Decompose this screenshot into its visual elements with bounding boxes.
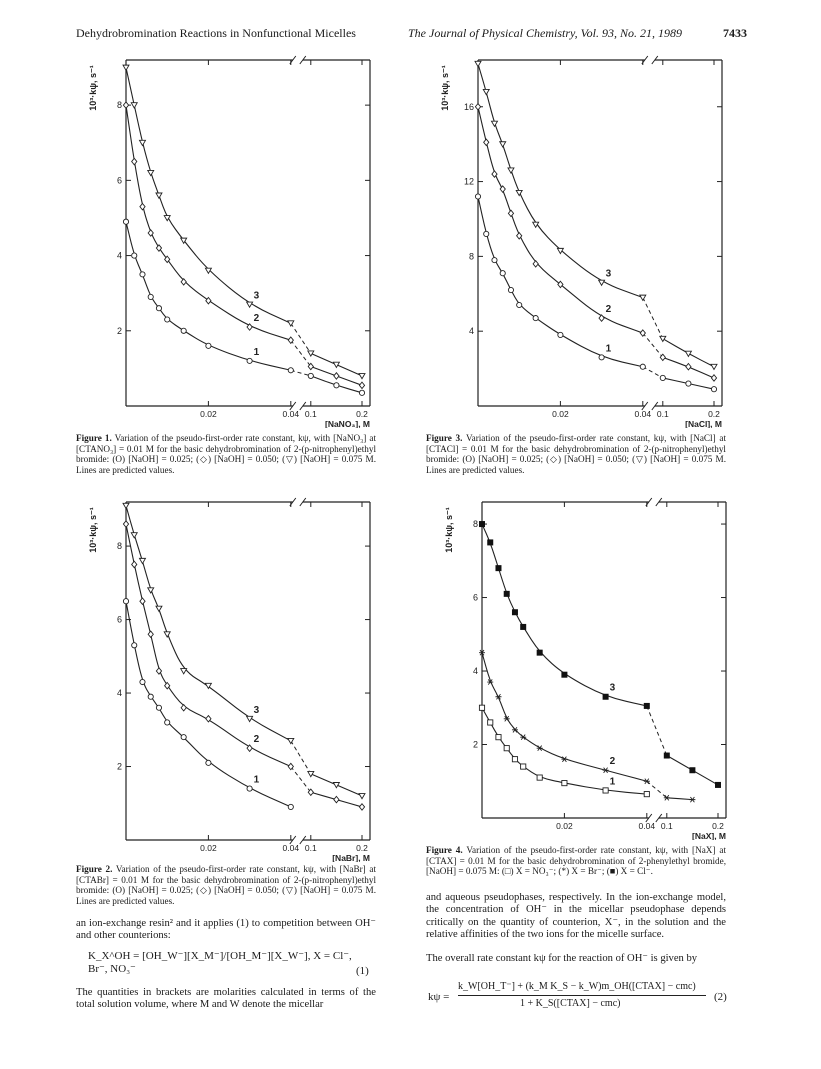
series-2-point [359,804,364,810]
series-2-curve [126,524,291,766]
series-3-point [711,364,717,369]
series-3-curve [478,64,643,298]
x-tick-label: 0.2 [356,843,368,853]
y-tick-label: 6 [116,175,122,186]
series-3-point [156,606,162,611]
series-3-point [333,362,339,367]
series-1-point [686,381,691,386]
y-tick-label: 4 [116,250,122,261]
figure-4-plot [436,490,736,840]
series-3-point [537,650,543,656]
series-1-point [640,364,645,369]
series-1-point [165,720,170,725]
figure-1-plot [80,48,380,428]
x-axis-label: [NaX], M [692,831,726,840]
figure-4-caption-label: Figure 4. [426,845,463,855]
series-2-dashed-bridge [291,767,311,793]
series-3-point [685,351,691,356]
series-1-label: 1 [253,346,260,358]
series-3-point [500,142,506,147]
series-1-point [521,764,526,769]
series-1-point [711,387,716,392]
x-tick-label: 0.02 [556,821,573,831]
series-2-point [359,382,364,388]
figure-2-caption-label: Figure 2. [76,864,113,874]
series-3-point [520,624,526,630]
axis-break-mark [290,498,306,506]
y-tick-label: 2 [472,739,478,750]
series-2-point [711,375,716,381]
series-1-point [123,599,128,604]
x-tick-label: 0.2 [356,409,368,419]
series-3-curve [482,524,647,706]
series-1-point [288,804,293,809]
y-axis-label: 10³·kψ, s⁻¹ [444,507,454,553]
figure-4-caption-text: Variation of the pseudo-first-order rate constant, kψ, with [NaX] at [CTAX] = 0.01 M for the basic dehydrobromination of 2-phenylethyl bromide, [NaOH] = 0.075 M: (□) X = NO₃⁻; (*) X = Br⁻; (■) X = Cl⁻. [426,845,727,877]
series-1-point [599,355,604,360]
series-2-point [148,631,153,637]
series-1-point [359,390,364,395]
series-3-point [308,771,314,776]
figure-2-caption [76,864,376,906]
equation-2-fraction-bar [458,995,706,996]
series-2-point [533,261,538,267]
x-tick-label: 0.1 [656,409,669,419]
page-number: 7433 [723,26,747,40]
x-tick-label: 0.02 [552,409,569,419]
series-3-point [664,753,670,759]
series-1-point [504,746,509,751]
y-tick-label: 6 [472,592,478,603]
figure-3-chart [432,48,732,428]
series-3-point [491,121,497,126]
series-1-point [488,720,493,725]
series-3-curve [126,68,291,324]
series-1-point [562,780,567,785]
equation-1: K_X^OH = [OH_W⁻][X_M⁻]/[OH_M⁻][X_W⁻], X = Cl⁻, Br⁻, NO₃⁻ [88,950,352,975]
x-axis-label: [NaBr], M [332,853,370,862]
series-1-point [603,788,608,793]
y-axis-label: 10³·kψ, s⁻¹ [440,65,450,111]
series-3-point [359,374,365,379]
series-3-point [483,89,489,94]
y-tick-label: 8 [468,251,474,262]
series-1-label: 1 [253,774,260,786]
y-tick-label: 16 [463,101,474,112]
series-3-point [504,591,510,597]
series-1-point [517,302,522,307]
series-2-point [475,104,480,110]
figure-3-caption-text: Variation of the pseudo-first-order rate constant, kψ, with [NaCl] at [CTACl] = 0.01 M for the basic dehydrobromination of 2-(p-nitrophenyl)ethyl bromide: (O) [NaOH] = 0.025; (◇) [NaOH] = 0.050; (▽) [NaOH] = 0.075 M. Lines are predicted values. [426,433,727,475]
series-3-point [359,794,365,799]
series-2-point [599,315,604,321]
series-1-point [308,373,313,378]
series-2-point [123,102,128,108]
series-1-point [479,705,484,710]
y-tick-label: 4 [116,688,122,699]
series-3-point [689,767,695,773]
figure-1-caption-label: Figure 1. [76,433,112,443]
series-3-point [660,336,666,341]
x-tick-label: 0.02 [200,409,217,419]
series-1-point [484,231,489,236]
series-3-point [640,295,646,300]
series-2-point [140,203,145,209]
series-2-label: 2 [605,304,612,316]
x-tick-label: 0.02 [200,843,217,853]
series-3-point [139,558,145,563]
series-3-point [131,533,137,538]
x-tick-label: 0.2 [712,821,724,831]
series-1-point [206,343,211,348]
figure-2-plot [80,490,380,862]
series-3-point [512,609,518,615]
figure-1-caption-text: Variation of the pseudo-first-order rate constant, kψ, with [NaNO₃] at [CTANO₃] = 0.01 M for the basic dehydrobromination of 2-(p-nitrophenyl)ethyl bromide: (O) [NaOH] = 0.025; (◇) [NaOH] = 0.050; (▽) [NaOH] = 0.075 M. Lines are predicted values. [76,433,376,475]
series-3-point [599,280,605,285]
series-3-point [131,103,137,108]
series-3-curve [126,506,291,741]
series-2-curve [478,107,643,333]
series-1-point [140,272,145,277]
series-3-label: 3 [609,682,616,694]
x-tick-label: 0.1 [304,843,317,853]
equation-1-number: (1) [356,965,369,977]
series-1-point [140,679,145,684]
series-1-point [165,317,170,322]
series-1-point [558,332,563,337]
series-3-point [139,140,145,145]
series-1-point [148,294,153,299]
series-2-curve [126,105,291,340]
equation-2-lhs: kψ = [428,991,450,1003]
equation-2-number: (2) [714,991,727,1003]
series-2-point [603,768,609,773]
series-1-point [123,219,128,224]
equation-2-numerator: k_W[OH_T⁻] + (k_M K_S − k_W)m_OH([CTAX] − cmc) [458,981,696,992]
series-2-point [181,705,186,711]
series-3-point [156,193,162,198]
series-1-point [475,194,480,199]
series-2-point [689,797,695,802]
series-1-point [181,328,186,333]
x-tick-label: 0.1 [304,409,317,419]
series-3-label: 3 [253,290,260,302]
series-3-point [123,65,129,70]
series-1-dashed-bridge [643,367,663,378]
series-3-point [247,302,253,307]
y-tick-label: 6 [116,614,122,625]
axis-break-mark [290,56,306,64]
series-1-point [181,735,186,740]
series-2-point [123,521,128,527]
figure-3-caption [426,433,726,475]
figure-2-chart [80,490,380,862]
series-1-point [533,315,538,320]
figure-3-plot [432,48,732,428]
series-3-point [516,190,522,195]
series-2-point [181,279,186,285]
x-tick-label: 0.2 [708,409,720,419]
series-3-point [148,588,154,593]
series-1-point [496,735,501,740]
series-1-point [247,358,252,363]
left-column-paragraph-2: The quantities in brackets are molarities calculated in terms of the total solution volume, where M and W denote the micellar [76,987,376,1011]
series-1-point [206,760,211,765]
series-1-label: 1 [609,776,616,788]
x-tick-label: 0.1 [660,821,673,831]
running-header-title: Dehydrobromination Reactions in Nonfunctional Micelles [76,26,356,40]
y-tick-label: 8 [472,519,478,530]
series-2-point [334,373,339,379]
series-1-point [660,375,665,380]
x-axis-label: [NaCl], M [685,419,722,428]
y-tick-label: 2 [116,325,122,336]
y-axis-label: 10³·kψ, s⁻¹ [88,507,98,553]
figure-1-chart [80,48,380,428]
series-3-point [475,61,481,66]
series-1-dashed-bridge [291,370,311,376]
series-3-label: 3 [253,704,260,716]
series-3-point [479,521,485,527]
series-2-point [132,561,137,567]
series-1-point [512,757,517,762]
series-3-label: 3 [605,268,612,280]
x-tick-label: 0.04 [282,409,300,419]
series-1-point [537,775,542,780]
series-1-point [288,368,293,373]
series-3-dashed-bridge [291,323,311,353]
series-1-point [508,287,513,292]
series-2-point [686,364,691,370]
series-3-dashed-bridge [647,706,667,756]
series-3-point [487,539,493,545]
series-2-label: 2 [609,756,616,768]
series-3-point [715,782,721,788]
series-2-curve-right [667,798,693,800]
series-2-point [334,796,339,802]
series-3-point [603,694,609,700]
series-2-point [484,139,489,145]
x-tick-label: 0.04 [638,821,656,831]
series-2-label: 2 [253,734,260,746]
series-3-point [308,351,314,356]
series-2-label: 2 [253,313,260,325]
series-3-point [148,170,154,175]
series-3-point [561,672,567,678]
series-3-dashed-bridge [291,741,311,774]
series-3-point [288,321,294,326]
left-column-paragraph-1: an ion-exchange resin² and it applies (1) to competition between OH⁻ and other counterions: [76,918,376,942]
series-3-point [508,168,514,173]
series-2-point [508,210,513,216]
y-axis-label: 10³·kψ, s⁻¹ [88,65,98,111]
series-1-point [492,258,497,263]
series-1-point [156,306,161,311]
series-1-point [334,383,339,388]
x-axis-label: [NaNO₃], M [324,419,370,428]
y-tick-label: 8 [116,541,122,552]
figure-4-chart [436,490,736,840]
series-1-point [156,705,161,710]
series-3-point [333,782,339,787]
y-tick-label: 2 [116,761,122,772]
journal-citation: The Journal of Physical Chemistry, Vol. 93, No. 21, 1989 [408,26,682,40]
series-3-point [181,669,187,674]
right-column-paragraph-2: The overall rate constant kψ for the reaction of OH⁻ is given by [426,953,698,964]
series-1-point [132,253,137,258]
series-1-point [500,271,505,276]
series-2-point [140,598,145,604]
series-3-point [288,738,294,743]
x-tick-label: 0.04 [634,409,652,419]
series-2-point [132,158,137,164]
series-3-dashed-bridge [643,298,663,339]
series-3-point [123,503,129,508]
axis-break-mark [642,56,658,64]
y-tick-label: 4 [468,326,474,337]
figure-2-caption-text: Variation of the pseudo-first-order rate constant, kψ, with [NaBr] at [CTABr] = 0.01 M for the basic dehydrobromination of 2-(p-nitrophenyl)ethyl bromide: (O) [NaOH] = 0.025; (◇) [NaOH] = 0.050; (▽) [NaOH] = 0.075 M. Lines are predicted values. [76,864,376,906]
y-tick-label: 4 [472,666,478,677]
x-tick-label: 0.04 [282,843,300,853]
series-3-point [495,565,501,571]
figure-3-caption-label: Figure 3. [426,433,463,443]
figure-4-caption [426,845,726,877]
series-1-point [247,786,252,791]
y-tick-label: 8 [116,100,122,111]
series-1-point [148,694,153,699]
series-3-point [164,632,170,637]
figure-1-caption [76,433,376,475]
series-1-label: 1 [605,343,612,355]
axis-break-mark [646,498,662,506]
series-1-point [644,792,649,797]
right-column-paragraph-1: and aqueous pseudophases, respectively. In the ion-exchange model, the concentration of OH⁻ in the micellar pseudophase depends critically on the quantity of counterion, X⁻, in the solution and the relative affinities of the two ions for the micelle surface. [426,892,726,941]
y-tick-label: 12 [463,176,474,187]
series-2-dashed-bridge [291,340,311,366]
series-1-point [132,643,137,648]
series-3-point [644,703,650,709]
equation-2-denominator: 1 + K_S([CTAX] − cmc) [520,998,621,1009]
